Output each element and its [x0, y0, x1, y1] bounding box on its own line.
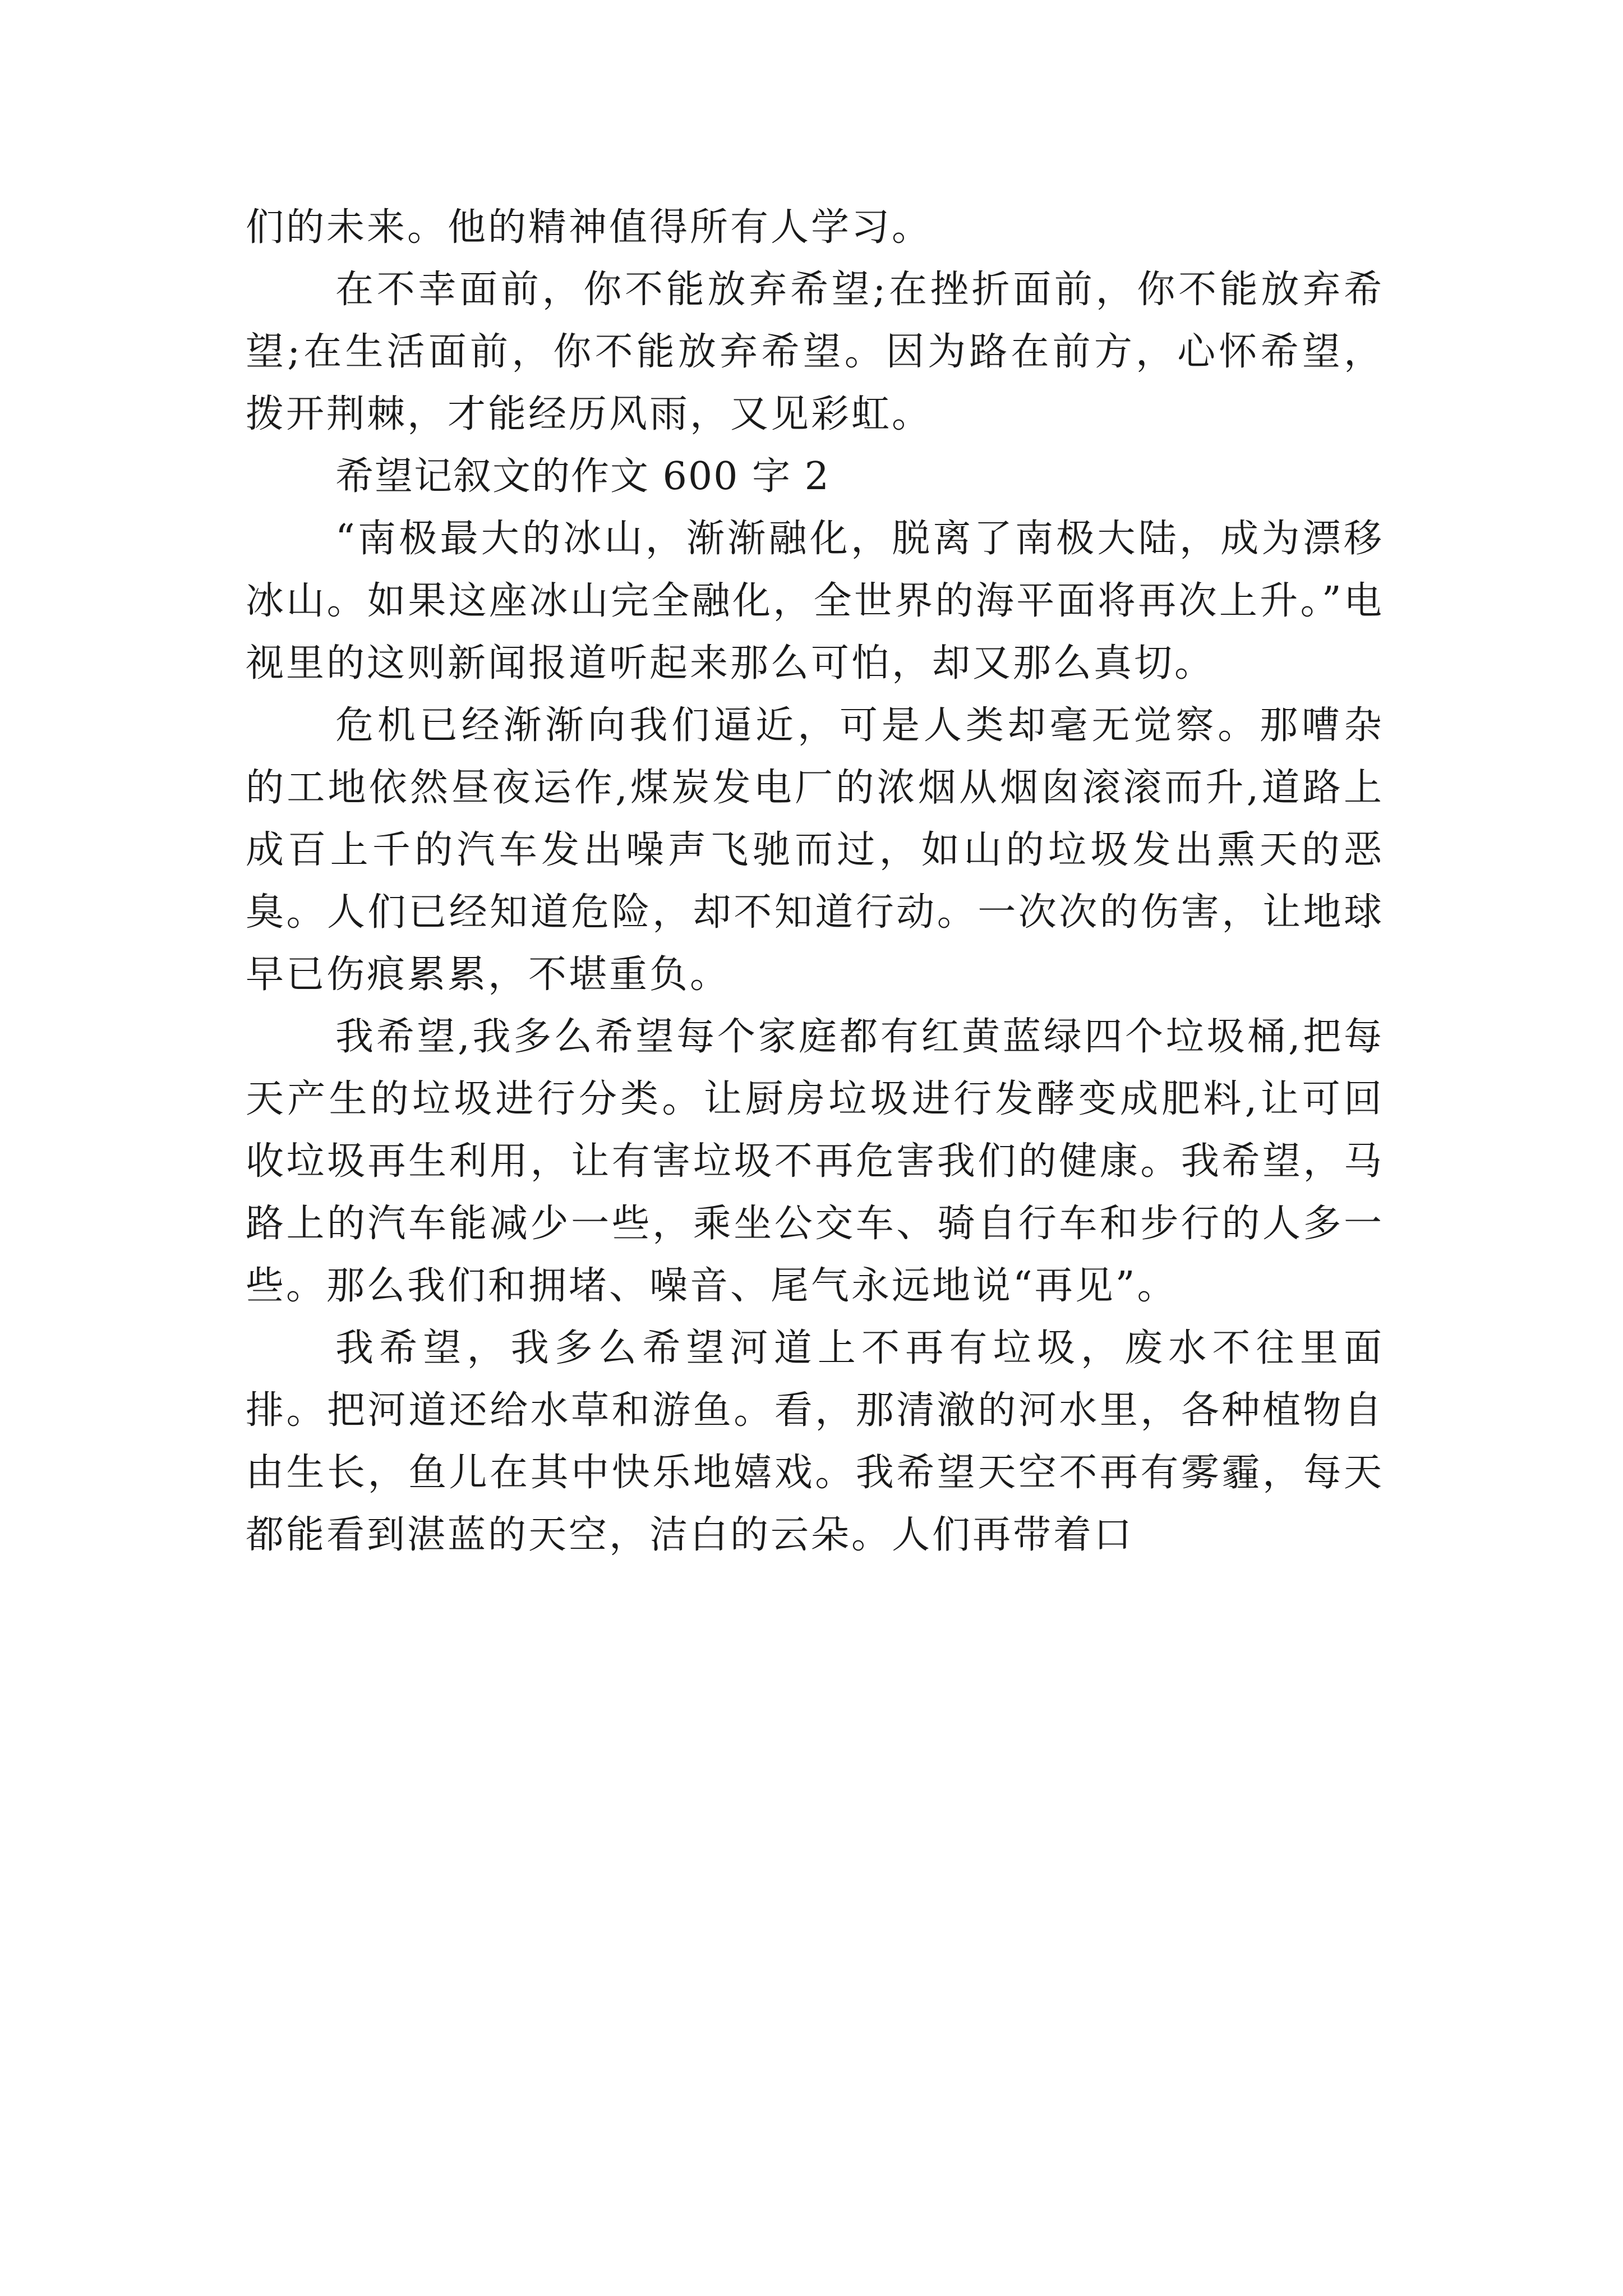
paragraph-4: 危机已经渐渐向我们逼近，可是人类却毫无觉察。那嘈杂的工地依然昼夜运作,煤炭发电厂的浓烟从烟囱滚滚而升,道路上成百上千的汽车发出噪声飞驰而过，如山的垃圾发出熏天的恶臭。人们已经知道危险，却不知道行动。一次次的伤害，让地球早已伤痕累累，不堪重负。 — [246, 703, 1384, 997]
document-body — [246, 196, 1384, 1566]
paragraph-1: 们的未来。他的精神值得所有人学习。 — [246, 205, 933, 250]
paragraph-6: 我希望，我多么希望河道上不再有垃圾，废水不往里面排。把河道还给水草和游鱼。看，那清澈的河水里，各种植物自由生长，鱼儿在其中快乐地嬉戏。我希望天空不再有雾霾，每天都能看到湛蓝的天空，洁白的云朵。人们再带着口 — [246, 1326, 1384, 1557]
essay-heading: 希望记叙文的作文 600 字 2 — [335, 454, 830, 499]
paragraph-5: 我希望,我多么希望每个家庭都有红黄蓝绿四个垃圾桶,把每天产生的垃圾进行分类。让厨房垃圾进行发酵变成肥料,让可回收垃圾再生利用，让有害垃圾不再危害我们的健康。我希望，马路上的汽车能减少一些，乘坐公交车、骑自行车和步行的人多一些。那么我们和拥堵、噪音、尾气永远地说“再见”。 — [246, 1015, 1384, 1308]
paragraph-3: “南极最大的冰山，渐渐融化，脱离了南极大陆，成为漂移冰山。如果这座冰山完全融化，全世界的海平面将再次上升。”电视里的这则新闻报道听起来那么可怕，却又那么真切。 — [246, 517, 1384, 685]
paragraph-2: 在不幸面前，你不能放弃希望;在挫折面前，你不能放弃希望;在生活面前，你不能放弃希望。因为路在前方，心怀希望，拨开荆棘，才能经历风雨，又见彩虹。 — [246, 268, 1384, 436]
